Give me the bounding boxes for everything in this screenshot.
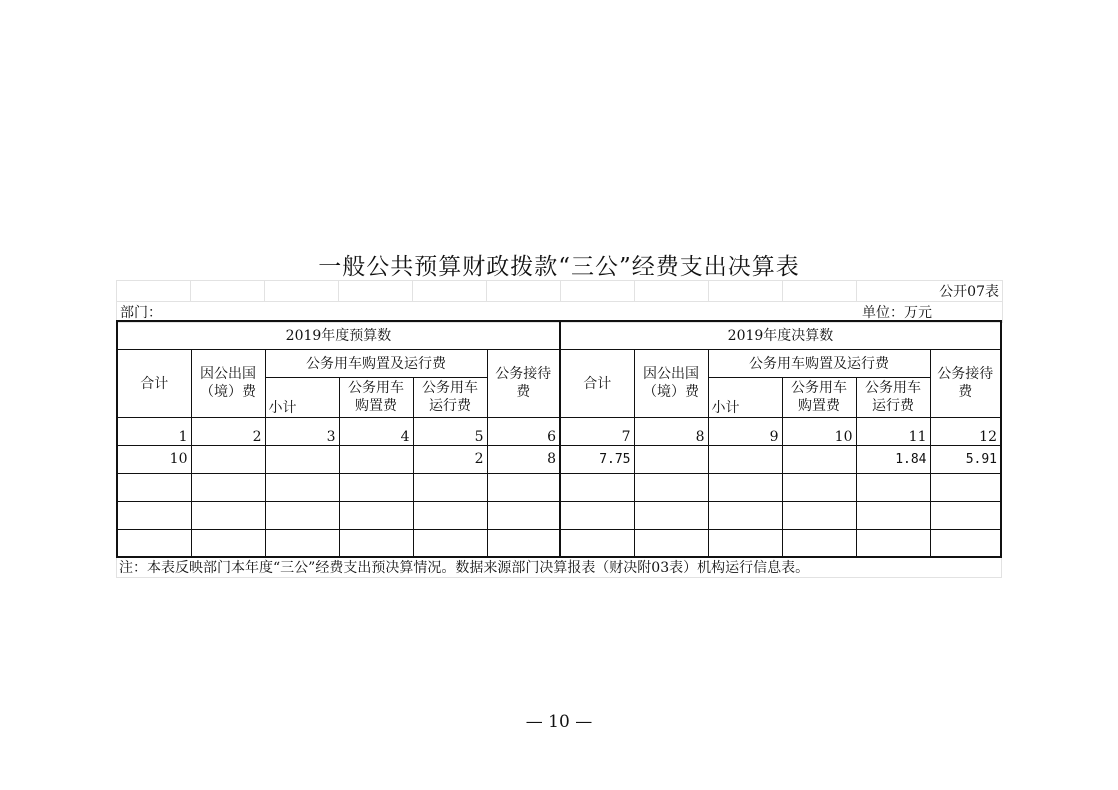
section-budget-header: 2019年度预算数	[117, 321, 560, 349]
header-vehicle-purchase: 公务用车购置费	[339, 377, 413, 417]
header-total: 合计	[560, 349, 634, 417]
column-number: 10	[782, 417, 856, 445]
header-reception: 公务接待费	[487, 349, 560, 417]
page-title: 一般公共预算财政拨款“三公”经费支出决算表	[318, 254, 800, 280]
column-number: 2	[191, 417, 265, 445]
cell-budget-abroad	[191, 445, 265, 473]
cell-budget-total: 10	[117, 445, 191, 473]
page-number: — 10 —	[525, 712, 593, 732]
header-vehicle-operation: 公务用车运行费	[856, 377, 930, 417]
section-final-header: 2019年度决算数	[560, 321, 1001, 349]
header-subtotal: 小计	[265, 377, 339, 417]
table-row	[117, 501, 1001, 529]
header-total: 合计	[117, 349, 191, 417]
column-number: 1	[117, 417, 191, 445]
table-note: 注：本表反映部门本年度“三公”经费支出预决算情况。数据来源部门决算报表（财决附03表）机构运行信息表。	[116, 558, 1002, 578]
header-vehicle: 公务用车购置及运行费	[708, 349, 930, 377]
table-row	[117, 445, 1001, 473]
header-abroad: 因公出国（境）费	[191, 349, 265, 417]
cell-final-vehicle-subtotal	[708, 445, 782, 473]
header-abroad: 因公出国（境）费	[634, 349, 708, 417]
table-row	[117, 529, 1001, 557]
column-number: 12	[930, 417, 1001, 445]
cell-budget-vehicle-operation: 2	[413, 445, 487, 473]
header-subtotal: 小计	[708, 377, 782, 417]
header-vehicle: 公务用车购置及运行费	[265, 349, 487, 377]
column-number-row	[117, 417, 1001, 445]
cell-budget-vehicle-purchase	[339, 445, 413, 473]
column-number: 11	[856, 417, 930, 445]
expenditure-table	[116, 320, 1002, 558]
column-number: 3	[265, 417, 339, 445]
cell-budget-reception: 8	[487, 445, 560, 473]
column-number: 4	[339, 417, 413, 445]
cell-final-reception: 5.91	[930, 445, 1001, 473]
column-number: 7	[560, 417, 634, 445]
column-number: 9	[708, 417, 782, 445]
header-vehicle-operation: 公务用车运行费	[413, 377, 487, 417]
column-number: 5	[413, 417, 487, 445]
column-number: 8	[634, 417, 708, 445]
table-code: 公开07表	[857, 281, 1003, 302]
header-vehicle-purchase: 公务用车购置费	[782, 377, 856, 417]
cell-final-vehicle-operation: 1.84	[856, 445, 930, 473]
cell-final-abroad	[634, 445, 708, 473]
column-number: 6	[487, 417, 560, 445]
cell-final-total: 7.75	[560, 445, 634, 473]
header-reception: 公务接待费	[930, 349, 1001, 417]
department-label: 部门：	[117, 302, 339, 323]
sheet-header-grid	[116, 280, 1003, 323]
cell-budget-vehicle-subtotal	[265, 445, 339, 473]
unit-label: 单位：万元	[783, 302, 1003, 323]
table-row	[117, 473, 1001, 501]
cell-final-vehicle-purchase	[782, 445, 856, 473]
